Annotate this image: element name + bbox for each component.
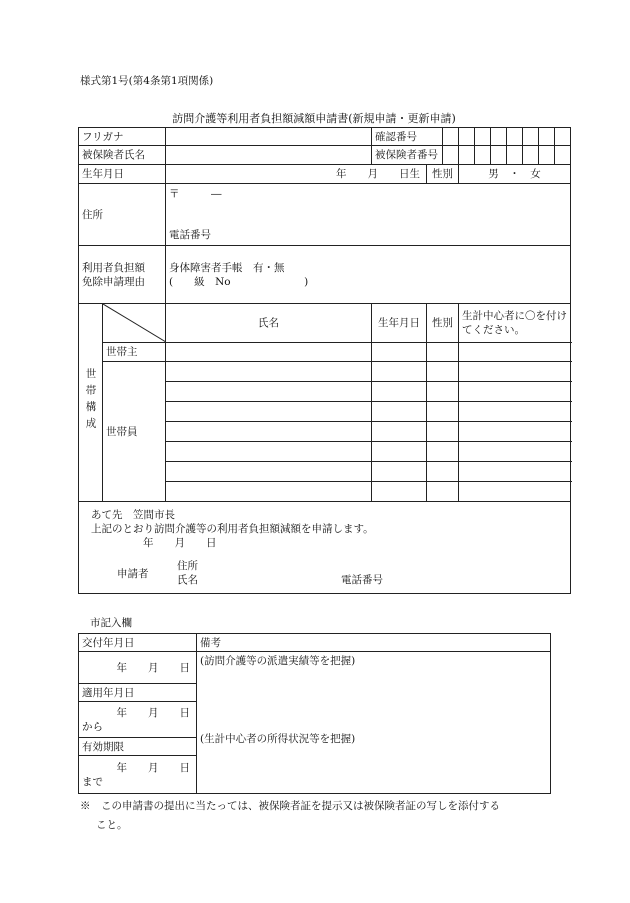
- address-field[interactable]: [166, 184, 571, 246]
- note: [80, 798, 560, 832]
- apply-start-label: 適用年月日: [79, 684, 197, 702]
- member-name[interactable]: [166, 462, 372, 482]
- note-line-2: こと。: [96, 819, 128, 831]
- member-name[interactable]: [166, 402, 372, 422]
- birthdate-field[interactable]: 年 月 日生: [166, 165, 427, 184]
- applicant-name[interactable]: 氏名: [177, 574, 198, 586]
- address-label: 住所: [79, 184, 166, 246]
- form-title: 訪問介護等利用者負担額減額申請書(新規申請・更新申請): [172, 112, 456, 125]
- insured-digit[interactable]: [523, 146, 539, 165]
- member-gender[interactable]: [427, 382, 459, 402]
- head-label: 世帯主: [103, 343, 166, 362]
- insured-digit[interactable]: [491, 146, 507, 165]
- remark-income: (生計中心者の所得状況等を把握): [200, 733, 356, 745]
- member-name[interactable]: [166, 382, 372, 402]
- insured-digit[interactable]: [443, 146, 459, 165]
- member-gender[interactable]: [427, 482, 459, 502]
- member-birthdate[interactable]: [372, 402, 427, 422]
- member-name[interactable]: [166, 362, 372, 382]
- applicant-address[interactable]: 住所: [177, 560, 198, 572]
- head-name[interactable]: [166, 343, 372, 362]
- postal-mark: 〒 ―: [169, 188, 222, 200]
- member-name[interactable]: [166, 422, 372, 442]
- insured-name-field[interactable]: [166, 146, 372, 165]
- disability-handbook: 身体障害者手帳 有・無: [169, 261, 285, 274]
- col-breadwinner: 生計中心者に〇を付けてください。: [459, 304, 571, 343]
- confirm-number-label: 確認番号: [372, 128, 443, 146]
- until-label: まで: [82, 775, 103, 788]
- apply-start-field[interactable]: 年 月 日 から: [79, 702, 197, 738]
- insured-digit[interactable]: [475, 146, 491, 165]
- remarks-field[interactable]: [197, 652, 551, 794]
- insured-name-label: 被保険者氏名: [79, 146, 166, 165]
- member-birthdate[interactable]: [372, 482, 427, 502]
- form-number: 様式第1号(第4条第1項関係): [80, 75, 214, 87]
- issue-date-field[interactable]: 年 月 日: [79, 652, 197, 684]
- col-birthdate: 生年月日: [372, 304, 427, 343]
- application-block: [79, 502, 571, 594]
- diagonal-cell: [103, 304, 166, 343]
- insured-digit[interactable]: [459, 146, 475, 165]
- insured-digit[interactable]: [539, 146, 555, 165]
- household-label: 世帯構成: [79, 304, 103, 502]
- application-statement: 上記のとおり訪問介護等の利用者負担額減額を申請します。: [91, 523, 374, 535]
- member-breadwinner[interactable]: [459, 402, 571, 422]
- confirm-digit[interactable]: [507, 128, 523, 146]
- valid-label: 有効期限: [79, 738, 197, 756]
- insured-digit[interactable]: [555, 146, 571, 165]
- member-birthdate[interactable]: [372, 442, 427, 462]
- phone-label: 電話番号: [169, 229, 212, 241]
- member-name[interactable]: [166, 482, 372, 502]
- diagonal-line: [103, 304, 166, 342]
- member-breadwinner[interactable]: [459, 422, 571, 442]
- application-table: [78, 127, 571, 594]
- addressee: あて先 笠間市長: [91, 509, 175, 521]
- member-breadwinner[interactable]: [459, 382, 571, 402]
- furigana-label: フリガナ: [79, 128, 166, 146]
- gender-label: 性別: [427, 165, 459, 184]
- member-gender[interactable]: [427, 402, 459, 422]
- head-breadwinner[interactable]: [459, 343, 571, 362]
- member-label: 世帯員: [103, 362, 166, 502]
- reason-label: 利用者負担額 免除申請理由: [79, 246, 166, 304]
- member-breadwinner[interactable]: [459, 442, 571, 462]
- disability-grade: ( 級 No ): [169, 275, 309, 288]
- remarks-label: 備考: [197, 634, 551, 652]
- from-label: から: [82, 720, 103, 733]
- reason-field[interactable]: [166, 246, 571, 304]
- remark-dispatch: (訪問介護等の派遣実績等を把握): [200, 655, 356, 667]
- confirm-digit[interactable]: [491, 128, 507, 146]
- applicant-phone[interactable]: 電話番号: [341, 574, 383, 586]
- member-birthdate[interactable]: [372, 422, 427, 442]
- member-birthdate[interactable]: [372, 462, 427, 482]
- confirm-digit[interactable]: [523, 128, 539, 146]
- note-line-1: ※ この申請書の提出に当たっては、被保険者証を提示又は被保険者証の写しを添付する: [80, 800, 500, 812]
- valid-field[interactable]: 年 月 日 まで: [79, 756, 197, 794]
- confirm-digit[interactable]: [555, 128, 571, 146]
- insured-number-label: 被保険者番号: [372, 146, 443, 165]
- confirm-digit[interactable]: [459, 128, 475, 146]
- insured-digit[interactable]: [507, 146, 523, 165]
- col-gender: 性別: [427, 304, 459, 343]
- birthdate-label: 生年月日: [79, 165, 166, 184]
- confirm-digit[interactable]: [539, 128, 555, 146]
- member-name[interactable]: [166, 442, 372, 462]
- city-section-title: 市記入欄: [90, 617, 132, 629]
- member-birthdate[interactable]: [372, 382, 427, 402]
- gender-options[interactable]: 男 ・ 女: [459, 165, 571, 184]
- furigana-field[interactable]: [166, 128, 372, 146]
- application-date[interactable]: 年 月 日: [143, 537, 217, 549]
- member-gender[interactable]: [427, 422, 459, 442]
- confirm-digit[interactable]: [443, 128, 459, 146]
- member-breadwinner[interactable]: [459, 362, 571, 382]
- confirm-digit[interactable]: [475, 128, 491, 146]
- member-gender[interactable]: [427, 362, 459, 382]
- member-breadwinner[interactable]: [459, 482, 571, 502]
- member-breadwinner[interactable]: [459, 462, 571, 482]
- col-name: 氏名: [166, 304, 372, 343]
- member-birthdate[interactable]: [372, 362, 427, 382]
- issue-date-label: 交付年月日: [79, 634, 197, 652]
- head-birthdate[interactable]: [372, 343, 427, 362]
- member-gender[interactable]: [427, 442, 459, 462]
- member-gender[interactable]: [427, 462, 459, 482]
- city-table: [78, 633, 551, 794]
- applicant-label: 申請者: [117, 568, 149, 580]
- head-gender[interactable]: [427, 343, 459, 362]
